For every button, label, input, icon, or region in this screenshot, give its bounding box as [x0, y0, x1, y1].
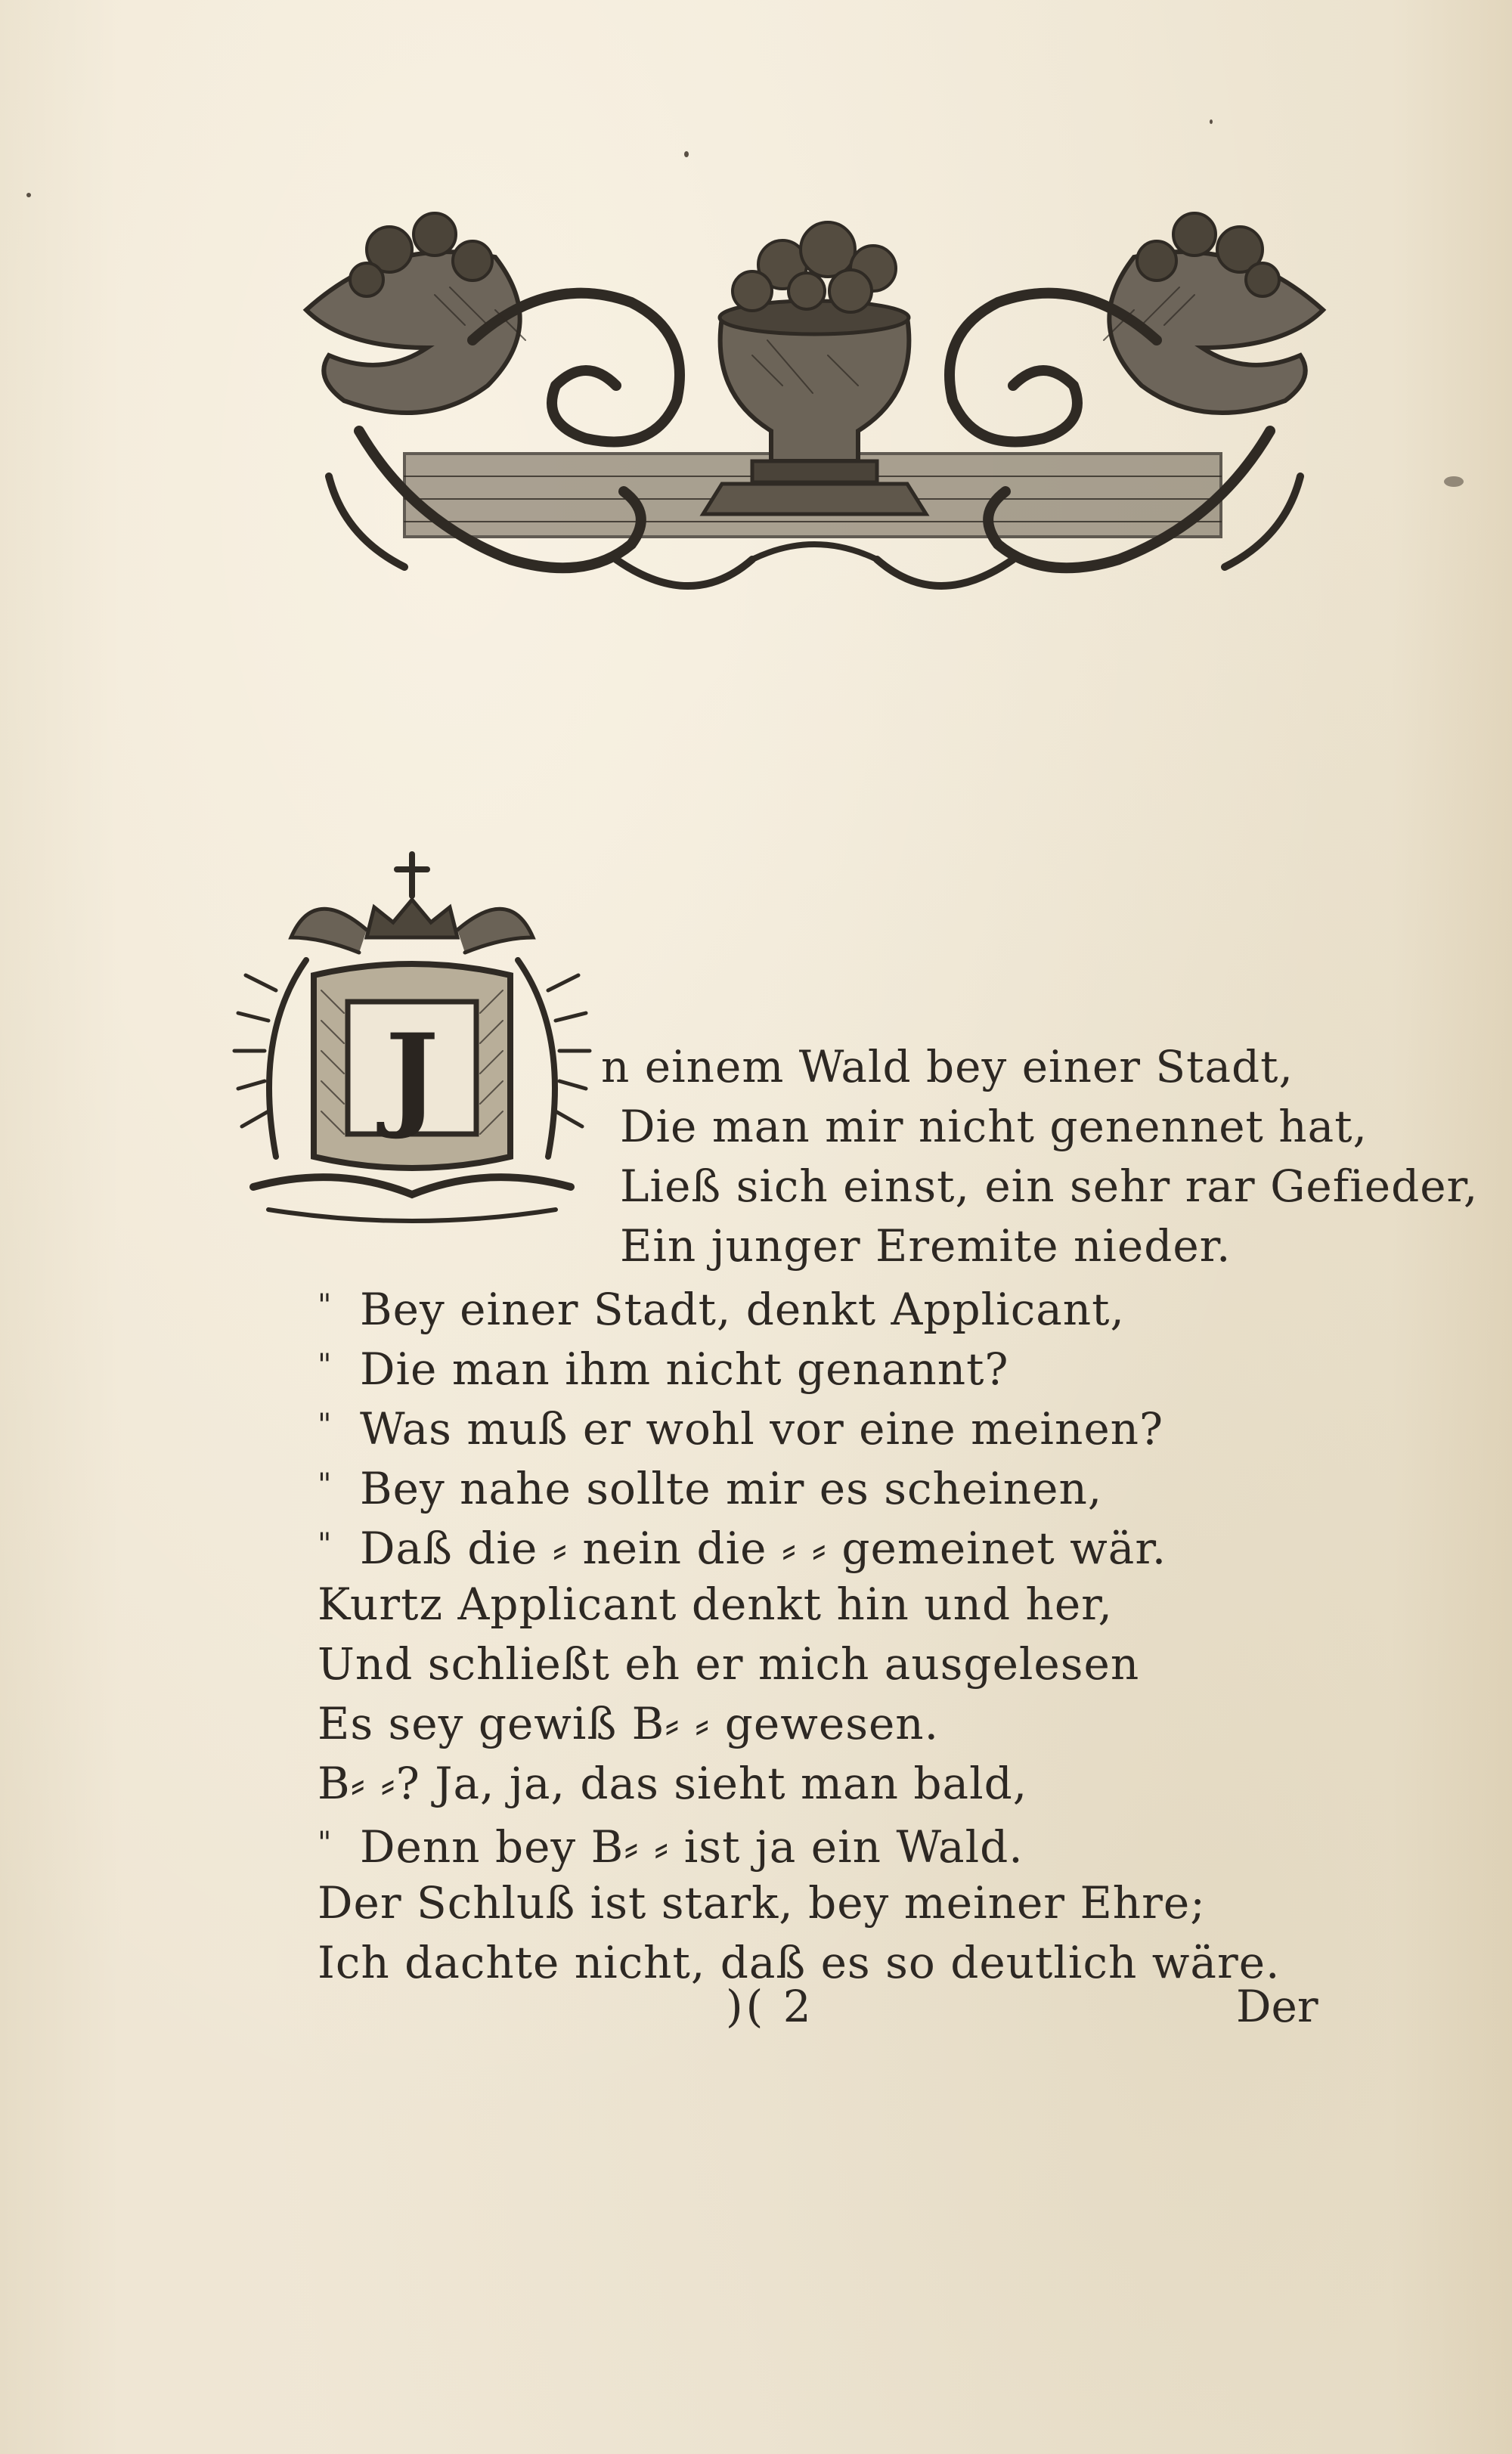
paper-speck — [1210, 119, 1213, 124]
poem-line: " Bey einer Stadt, denkt Applicant, — [318, 1276, 1376, 1336]
poem-line: " Daß die ⸗ nein die ⸗ ⸗ gemeinet wär. — [318, 1515, 1376, 1575]
paper-speck — [1444, 476, 1464, 487]
poem-text-block — [318, 1037, 1479, 1993]
poem-line: " Bey nahe sollte mir es scheinen, — [318, 1455, 1376, 1515]
poem-line: B⸗ ⸗? Ja, ja, das sieht man bald, — [318, 1758, 1028, 1809]
paper-speck — [684, 151, 689, 157]
poem-line: " Was muß er wohl vor eine meinen? — [318, 1396, 1376, 1455]
quote-mark: " — [318, 1348, 333, 1383]
ornamental-headpiece-woodcut — [299, 204, 1331, 627]
poem-line: Ließ sich einst, ein sehr rar Gefieder, — [620, 1160, 1479, 1212]
poem-line: Der Schluß ist stark, bey meiner Ehre; — [318, 1877, 1206, 1929]
initial-letter-glyph: J — [385, 1009, 439, 1142]
paper-speck — [26, 193, 31, 197]
signature-mark: )( 2 — [726, 1981, 814, 2032]
poem-line: Die man mir nicht genennet hat, — [620, 1101, 1368, 1152]
poem-line: Es sey gewiß B⸗ ⸗ gewesen. — [318, 1698, 940, 1749]
quote-mark: " — [318, 1288, 333, 1323]
poem-line: Ein junger Eremite nieder. — [620, 1220, 1232, 1272]
poem-line: " Die man ihm nicht genannt? — [318, 1336, 1376, 1396]
poem-line: Und schließt eh er mich ausgelesen — [318, 1638, 1140, 1690]
poem-line: Kurtz Applicant denkt hin und her, — [318, 1579, 1113, 1630]
poem-line: n einem Wald bey einer Stadt, — [601, 1041, 1294, 1092]
quote-mark: " — [318, 1467, 333, 1502]
quote-mark: " — [318, 1408, 333, 1442]
poem-line: Ich dachte nicht, daß es so deutlich wäre. — [318, 1937, 1281, 1988]
catchword: Der — [1236, 1981, 1318, 2032]
quote-mark: " — [318, 1527, 333, 1562]
quote-mark: " — [318, 1826, 333, 1861]
poem-line: " Denn bey B⸗ ⸗ ist ja ein Wald. — [318, 1814, 1376, 1873]
